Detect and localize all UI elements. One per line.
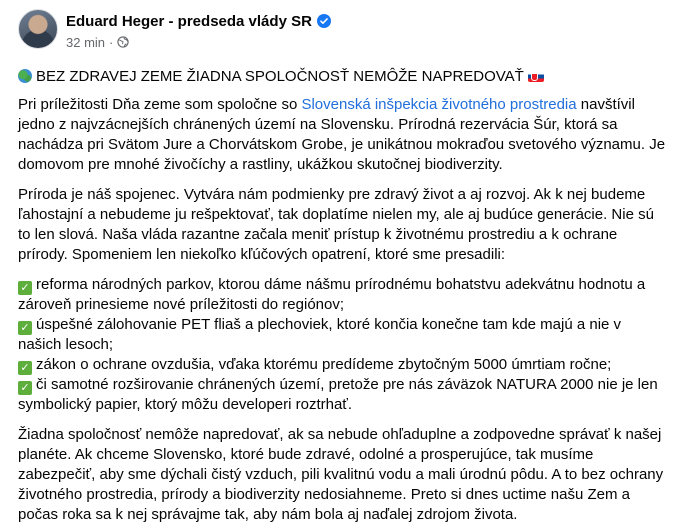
list-item xyxy=(18,375,666,415)
check-mark-icon: ✓ xyxy=(18,321,32,335)
tagged-page-link[interactable]: Slovenská inšpekcia životného prostredia xyxy=(301,96,577,113)
globe-icon[interactable] xyxy=(117,36,129,48)
paragraph-1-intro: Pri príležitosti Dňa zeme som spoločne so xyxy=(18,96,302,113)
author-row xyxy=(66,11,331,31)
check-mark-icon: ✓ xyxy=(18,281,32,295)
list-item xyxy=(18,315,666,355)
check-mark-icon: ✓ xyxy=(18,381,32,395)
verified-badge-icon xyxy=(317,14,331,28)
paragraph-3: Žiadna spoločnosť nemôže napredovať, ak sa nebude ohľaduplne a zodpovedne správať k našej planéte. Ak chceme Slovensko, ktoré bude zdravé, odolné a prosperujúce, tak musíme zabezpečiť, aby sme dýchali čistý vzduch, pili kvalitnú vodu a mali úrodnú pôdu. A to bez ochrany životného prostredia, prírody a biodiverzity nedosiahneme. Preto si dnes uctime našu Zem a počas roka sa k nej správajme tak, aby nám bola aj naďalej zdrojom života. xyxy=(18,426,664,523)
paragraph-1 xyxy=(18,95,666,175)
meta-separator: · xyxy=(109,34,114,50)
post-meta xyxy=(66,34,331,50)
post-body xyxy=(18,67,666,525)
slovakia-flag-icon xyxy=(528,71,544,82)
post-header xyxy=(18,9,666,57)
list-item-text: či samotné rozširovanie chránených území, pretože pre nás záväzok NATURA 2000 nie je len symbolický papier, ktorý môžu developeri roztrhať. xyxy=(18,376,658,413)
check-mark-icon: ✓ xyxy=(18,361,32,375)
post-header-text xyxy=(66,11,331,50)
author-avatar[interactable] xyxy=(18,9,58,49)
list-item xyxy=(18,275,666,315)
headline-text: BEZ ZDRAVEJ ZEME ŽIADNA SPOLOČNOSŤ NEMÔŽE NAPREDOVAŤ xyxy=(36,68,524,85)
list-item-text: reforma národných parkov, ktorou dáme nášmu prírodnému bohatstvu adekvátnu hodnotu a zároveň prinesieme nové príležitosti do regiónov; xyxy=(18,276,646,313)
earth-globe-icon xyxy=(18,69,32,83)
list-item-text: úspešné zálohovanie PET fliaš a plechoviek, ktoré končia konečne tam kde majú a nie v našich lesoch; xyxy=(18,316,622,353)
measures-list xyxy=(18,275,666,415)
paragraph-2: Príroda je náš spojenec. Vytvára nám podmienky pre zdravý život a aj rozvoj. Ak k nej budeme ľahostajní a nebudeme ju rešpektovať, tak doplatíme nielen my, ale aj budúce generácie. Nie sú to len slová. Naša vláda razantne začala meniť prístup k životnému prostrediu a k ochrane prírody. Spomeniem len niekoľko kľúčových opatrení, ktoré sme presadili: xyxy=(18,186,654,263)
list-item xyxy=(18,355,666,375)
author-name[interactable]: Eduard Heger - predseda vlády SR xyxy=(66,12,312,30)
paragraph-1-rest: navštívil jedno z najvzácnejších chránených území na Slovensku. Prírodná rezervácia Šúr, ktorá sa nachádza pri Svätom Jure a Chorvátskom Grobe, je unikátnou mokraďou svetového významu. Je domovom pre mnohé živočíchy a rastliny, ukážkou skutočnej biodiverzity. xyxy=(18,96,666,173)
list-item-text: zákon o ochrane ovzdušia, vďaka ktorému predídeme zbytočným 5000 úmrtiam ročne; xyxy=(36,356,612,373)
post-timestamp[interactable]: 32 min xyxy=(66,34,106,50)
post-headline xyxy=(18,67,666,87)
